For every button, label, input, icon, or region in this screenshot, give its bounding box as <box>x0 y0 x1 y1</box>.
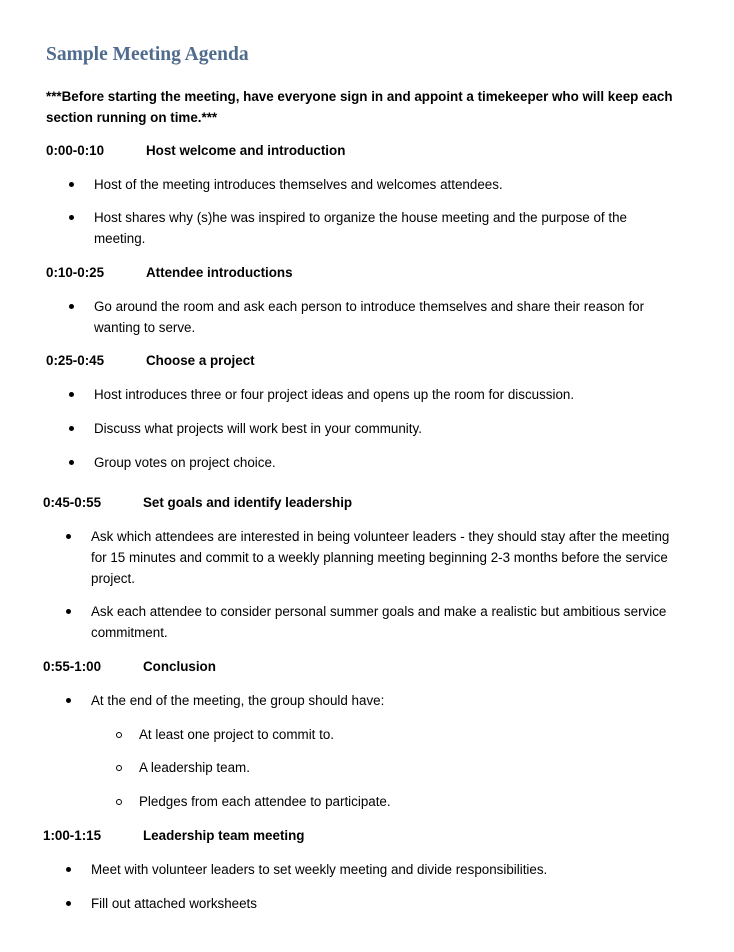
time-range: 0:25-0:45 <box>46 353 105 368</box>
list-item-text: Host introduces three or four project ideas and opens up the room for discussion. <box>94 387 575 402</box>
list-item-text: Ask each attendee to consider personal summer goals and make a realistic but ambitious service commitment. <box>91 604 667 640</box>
list-item <box>91 601 681 643</box>
sub-list-item <box>139 724 334 745</box>
bullet-icon <box>66 901 71 906</box>
time-range: 0:00-0:10 <box>46 143 105 158</box>
list-item <box>94 384 694 405</box>
sub-list-item <box>139 791 391 812</box>
hollow-bullet-icon <box>116 799 122 805</box>
list-item <box>94 452 694 473</box>
time-range: 0:55-1:00 <box>43 659 102 674</box>
list-item <box>91 859 691 880</box>
document-title: Sample Meeting Agenda <box>46 44 249 65</box>
bullet-icon <box>66 698 71 703</box>
list-item-text: Group votes on project choice. <box>94 455 276 470</box>
section-title: Choose a project <box>146 353 255 368</box>
list-item <box>91 526 671 589</box>
list-item-text: Ask which attendees are interested in being volunteer leaders - they should stay after the meeting for 15 minutes and commit to a weekly planning meeting beginning 2-3 months before the service project. <box>91 529 670 586</box>
section-title: Host welcome and introduction <box>146 143 346 158</box>
section-title: Conclusion <box>143 659 216 674</box>
sub-list-item-text: A leadership team. <box>139 760 250 775</box>
bullet-icon <box>69 426 74 431</box>
list-item-text: Host of the meeting introduces themselves and welcomes attendees. <box>94 177 503 192</box>
list-item <box>91 690 691 711</box>
list-item <box>94 174 694 195</box>
hollow-bullet-icon <box>116 765 122 771</box>
bullet-icon <box>66 534 71 539</box>
hollow-bullet-icon <box>116 732 122 738</box>
time-range: 0:10-0:25 <box>46 265 105 280</box>
bullet-icon <box>69 304 74 309</box>
section-title: Set goals and identify leadership <box>143 495 353 510</box>
list-item-text: Host shares why (s)he was inspired to organize the house meeting and the purpose of the meeting. <box>94 210 627 246</box>
bullet-icon <box>69 182 74 187</box>
section-title: Leadership team meeting <box>143 828 305 843</box>
bullet-icon <box>66 867 71 872</box>
sub-list-item-text: Pledges from each attendee to participate. <box>139 794 391 809</box>
time-range: 0:45-0:55 <box>43 495 102 510</box>
list-item-text: Go around the room and ask each person to introduce themselves and share their reason for wanting to serve. <box>94 299 645 335</box>
list-item-text: Fill out attached worksheets <box>91 896 257 911</box>
list-item-text: Meet with volunteer leaders to set weekly meeting and divide responsibilities. <box>91 862 548 877</box>
list-item <box>94 418 694 439</box>
time-range: 1:00-1:15 <box>43 828 102 843</box>
bullet-icon <box>69 460 74 465</box>
list-item-text: At the end of the meeting, the group should have: <box>91 693 385 708</box>
sub-list-item <box>139 757 250 778</box>
intro-note: ***Before starting the meeting, have everyone sign in and appoint a timekeeper who will keep each section running on time.*** <box>46 89 673 125</box>
list-item <box>91 893 691 914</box>
list-item-text: Discuss what projects will work best in your community. <box>94 421 422 436</box>
bullet-icon <box>69 392 74 397</box>
list-item <box>94 296 662 338</box>
sub-list-item-text: At least one project to commit to. <box>139 727 334 742</box>
bullet-icon <box>66 609 71 614</box>
section-title: Attendee introductions <box>146 265 293 280</box>
bullet-icon <box>69 215 74 220</box>
list-item <box>94 207 642 249</box>
